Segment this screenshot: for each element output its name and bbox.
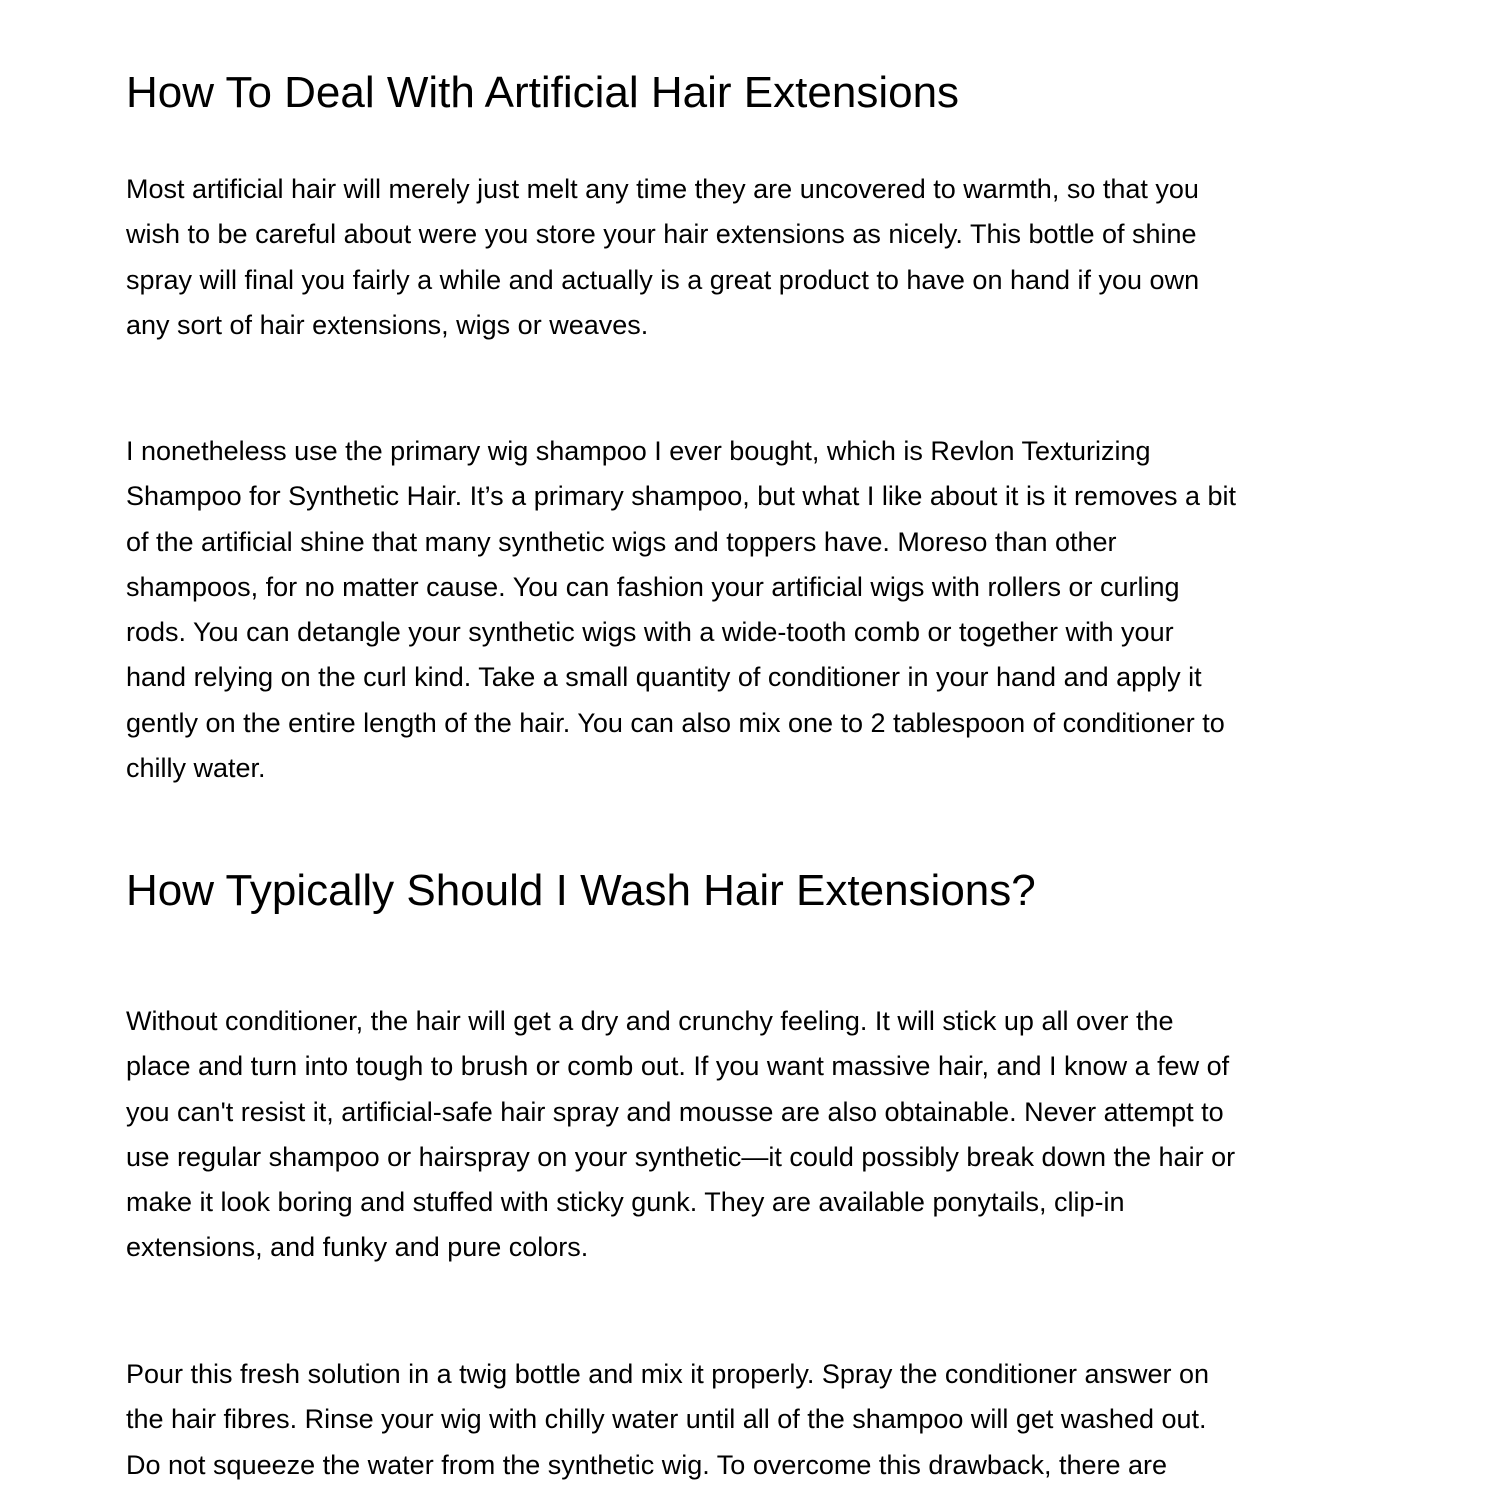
paragraph-spray-solution xyxy=(126,1352,1209,1488)
text-line: Most artificial hair will merely just melt any time they are uncovered to warmth, so that you xyxy=(126,174,1199,204)
text-line: extensions, and funky and pure colors. xyxy=(126,1232,589,1263)
paragraph-wig-shampoo xyxy=(126,429,1236,791)
section-heading-artificial-hair-extensions: How To Deal With Artificial Hair Extensions xyxy=(126,68,960,117)
text-line: any sort of hair extensions, wigs or weaves. xyxy=(126,309,649,340)
text-line: Do not squeeze the water from the synthetic wig. To overcome this drawback, there are xyxy=(126,1449,1168,1480)
text-line: I nonetheless use the primary wig shampoo I ever bought, which is Revlon Texturizing xyxy=(126,436,1151,466)
text-line: the hair fibres. Rinse your wig with chilly water until all of the shampoo will get washed out. xyxy=(126,1404,1207,1435)
text-line: gently on the entire length of the hair. You can also mix one to 2 tablespoon of conditioner to xyxy=(126,707,1225,738)
text-line: Shampoo for Synthetic Hair. It’s a primary shampoo, but what I like about it is it removes a bit xyxy=(126,481,1237,512)
section-heading-wash-frequency: How Typically Should I Wash Hair Extensions? xyxy=(126,866,1036,915)
text-line: place and turn into tough to brush or comb out. If you want massive hair, and I know a few of xyxy=(126,1051,1230,1082)
text-line: shampoos, for no matter cause. You can fashion your artificial wigs with rollers or curling xyxy=(126,571,1180,602)
text-line: spray will final you fairly a while and actually is a great product to have on hand if you own xyxy=(126,264,1200,295)
text-line: of the artificial shine that many synthetic wigs and toppers have. Moreso than other xyxy=(126,526,1117,557)
text-line: rods. You can detangle your synthetic wigs with a wide-tooth comb or together with your xyxy=(126,617,1174,648)
text-line: use regular shampoo or hairspray on your synthetic—it could possibly break down the hair or xyxy=(126,1141,1236,1172)
text-line: hand relying on the curl kind. Take a small quantity of conditioner in your hand and apply it xyxy=(126,662,1202,693)
text-line: you can't resist it, artificial-safe hair spray and mousse are also obtainable. Never attempt to xyxy=(126,1096,1224,1127)
text-line: chilly water. xyxy=(126,753,266,784)
text-line: Without conditioner, the hair will get a dry and crunchy feeling. It will stick up all over the xyxy=(126,1006,1174,1036)
text-line: wish to be careful about were you store your hair extensions as nicely. This bottle of shine xyxy=(126,219,1197,250)
text-line: Pour this fresh solution in a twig bottle and mix it properly. Spray the conditioner answer on xyxy=(126,1359,1210,1389)
text-line: make it look boring and stuffed with sticky gunk. They are available ponytails, clip-in xyxy=(126,1187,1125,1218)
paragraph-conditioner xyxy=(126,999,1235,1271)
paragraph-melt-warning xyxy=(126,167,1199,348)
